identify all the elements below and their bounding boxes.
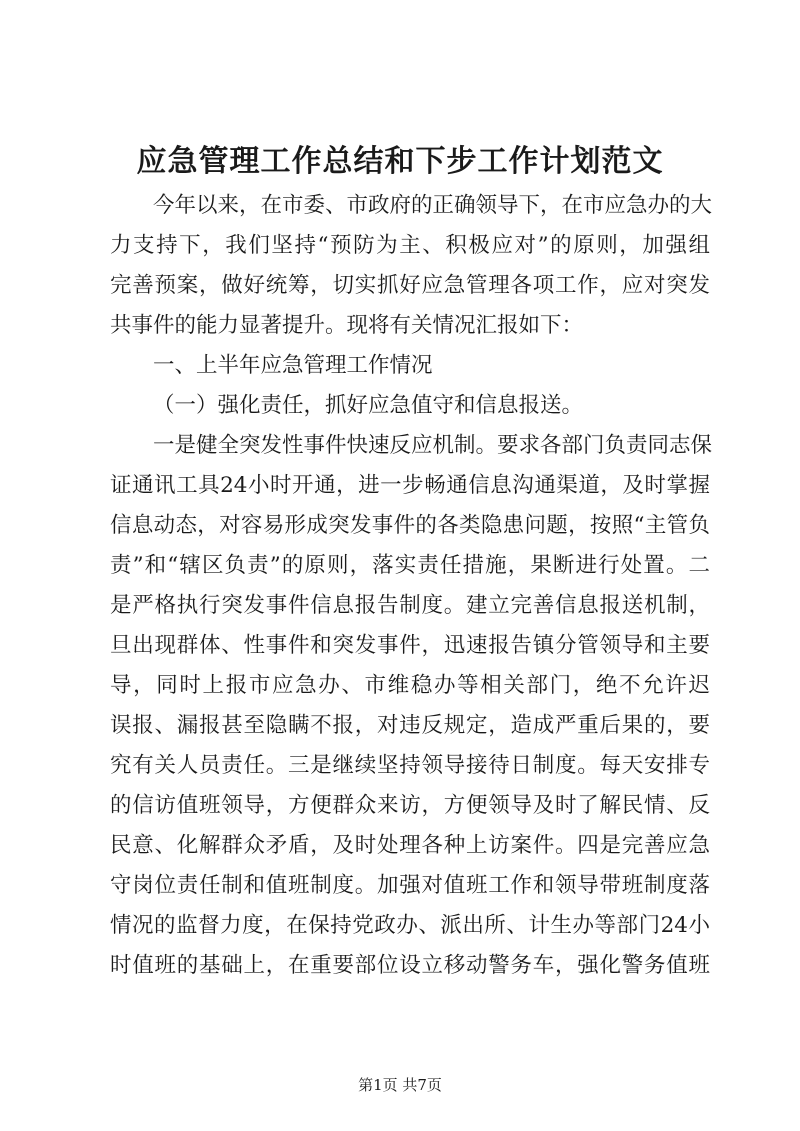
paragraph-line: 是严格执行突发事件信息报告制度。建立完善信息报送机制， (110, 593, 710, 618)
paragraph-line: 共事件的能力显著提升。现将有关情况汇报如下： (110, 313, 584, 338)
paragraph-line: 守岗位责任制和值班制度。加强对值班工作和领导带班制度落 (110, 873, 710, 898)
paragraph-line: 完善预案，做好统筹，切实抓好应急管理各项工作，应对突发 (110, 273, 710, 298)
document-body (110, 186, 713, 986)
paragraph-line: 力支持下，我们坚持“预防为主、积极应对”的原则，加强组 (110, 233, 710, 258)
paragraph-line: 究有关人员责任。三是继续坚持领导接待日制度。每天安排专 (110, 753, 710, 778)
paragraph-line: 一是健全突发性事件快速反应机制。要求各部门负责同志保 (153, 433, 713, 458)
section-heading: 一、上半年应急管理工作情况 (153, 353, 433, 378)
subsection-heading: （一）强化责任，抓好应急值守和信息报送。 (153, 393, 584, 418)
paragraph-line: 信息动态，对容易形成突发事件的各类隐患问题，按照“主管负 (110, 513, 710, 538)
paragraph-line: 旦出现群体、性事件和突发事件，迅速报告镇分管领导和主要 (110, 633, 710, 658)
paragraph-line: 责”和“辖区负责”的原则，落实责任措施，果断进行处置。二 (110, 553, 710, 578)
paragraph-line: 民意、化解群众矛盾，及时处理各种上访案件。四是完善应急 (110, 833, 710, 858)
paragraph-line: 今年以来，在市委、市政府的正确领导下，在市应急办的大 (153, 193, 713, 218)
paragraph-line: 导，同时上报市应急办、市维稳办等相关部门，绝不允许迟 (110, 673, 710, 698)
paragraph-line: 的信访值班领导，方便群众来访，方便领导及时了解民情、反 (110, 793, 710, 818)
document-title: 应急管理工作总结和下步工作计划范文 (136, 144, 664, 179)
paragraph-line: 时值班的基础上，在重要部位设立移动警务车，强化警务值班 (110, 953, 710, 978)
paragraph-line: 情况的监督力度，在保持党政办、派出所、计生办等部门24小 (110, 913, 710, 938)
page-number-footer: 第1页 共7页 (358, 1076, 442, 1094)
paragraph-line: 误报、漏报甚至隐瞒不报，对违反规定，造成严重后果的，要 (110, 713, 710, 738)
paragraph-line: 证通讯工具24小时开通，进一步畅通信息沟通渠道，及时掌握 (110, 473, 710, 498)
